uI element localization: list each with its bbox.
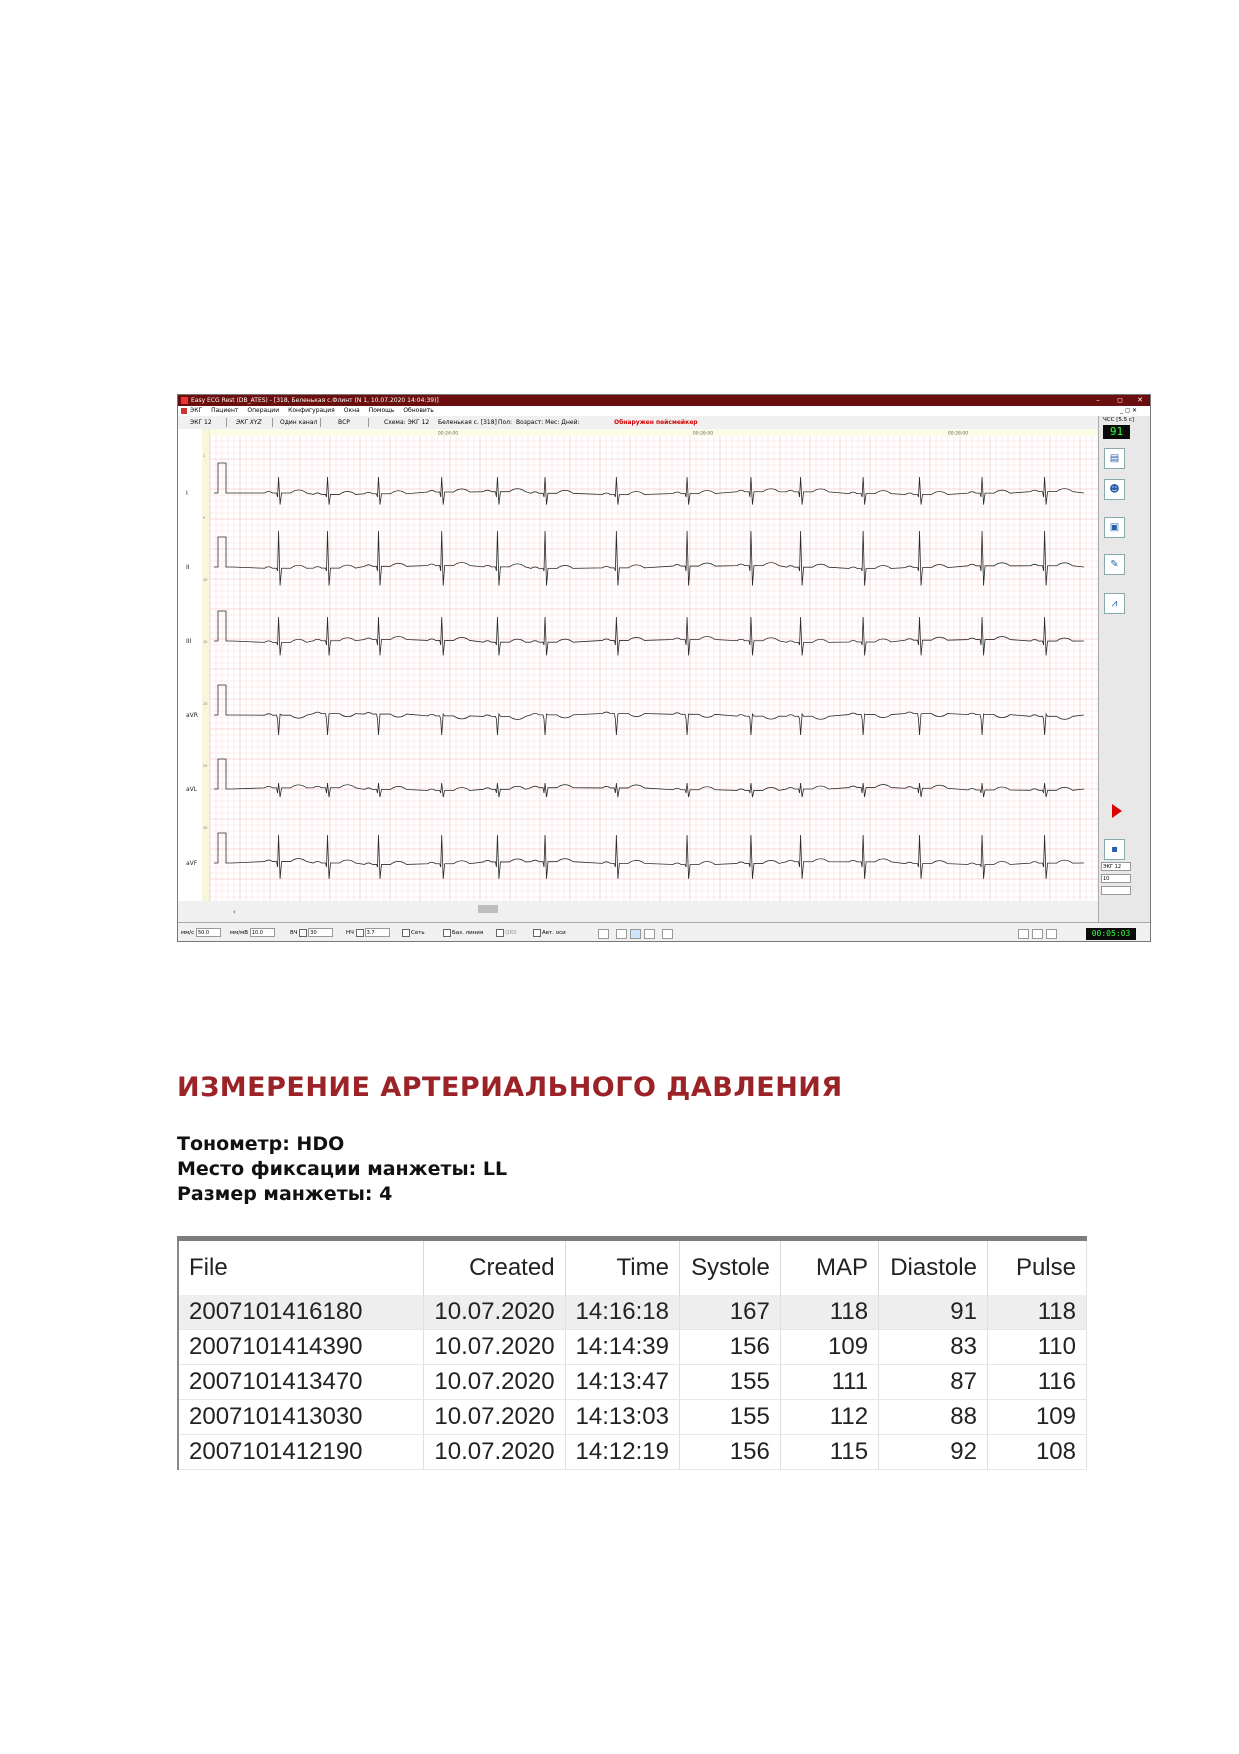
amplitude-label: мм/мВ (230, 930, 249, 936)
app-icon (181, 397, 188, 404)
patient-age: Возраст: Мес: Дней: (516, 419, 580, 426)
edit-report-icon[interactable]: ✎ (1104, 554, 1125, 575)
table-row[interactable] (178, 1330, 1087, 1365)
cell-created: 10.07.2020 (424, 1330, 565, 1365)
status-bar (178, 922, 1150, 942)
ruler-tick-label: 25 (203, 764, 208, 768)
cell-file: 2007101412190 (178, 1435, 424, 1470)
cell-pulse: 118 (987, 1295, 1086, 1330)
cell-systole: 155 (679, 1365, 780, 1400)
cell-systole: 167 (679, 1295, 780, 1330)
toolbar (178, 416, 1098, 430)
qrs-label: QRS (505, 930, 517, 936)
cell-pulse: 108 (987, 1435, 1086, 1470)
maximize-button[interactable]: ◻ (1117, 396, 1123, 404)
time-mark-label: 00:24:00 (437, 431, 459, 437)
cuff-site-line: Место фиксации манжеты: LL (177, 1158, 508, 1180)
menu-configuration[interactable]: Конфигурация (288, 407, 335, 414)
recording-timer: 00:05:03 (1086, 928, 1136, 940)
ecg-chart (178, 429, 1098, 922)
scale-select[interactable]: 10 (1101, 874, 1131, 883)
cell-map: 111 (780, 1365, 878, 1400)
separator (272, 418, 273, 427)
tab-ecg-xyz[interactable]: ЭКГ XYZ (236, 419, 262, 426)
ruler-tick-label: 20 (203, 702, 208, 706)
scroll-left-arrow[interactable]: ‹ (233, 908, 236, 916)
col-header-systole[interactable]: Systole (679, 1239, 780, 1296)
lf-checkbox[interactable] (356, 929, 364, 937)
col-header-map[interactable]: MAP (780, 1239, 878, 1296)
ruler-tick-label: 15 (203, 640, 208, 644)
cell-created: 10.07.2020 (424, 1295, 565, 1330)
cell-time: 14:12:19 (565, 1435, 679, 1470)
menu-help[interactable]: Помощь (368, 407, 395, 414)
caliper-tool-icon[interactable] (630, 929, 641, 939)
lf-label: НЧ (346, 930, 354, 936)
cell-systole: 155 (679, 1400, 780, 1435)
cell-pulse: 116 (987, 1365, 1086, 1400)
table-row[interactable] (178, 1295, 1087, 1330)
mdi-window-buttons[interactable]: _ ◻ ✕ (1120, 407, 1137, 414)
printer-icon[interactable] (598, 929, 609, 939)
pacemaker-warning: Обнаружен пейсмейкер (614, 419, 698, 426)
cell-diastole: 88 (879, 1400, 988, 1435)
cell-time: 14:13:47 (565, 1365, 679, 1400)
horizontal-scrollbar[interactable] (178, 901, 1098, 922)
table-row[interactable] (178, 1435, 1087, 1470)
cell-diastole: 87 (879, 1365, 988, 1400)
cell-created: 10.07.2020 (424, 1400, 565, 1435)
cell-map: 112 (780, 1400, 878, 1435)
cell-pulse: 109 (987, 1400, 1086, 1435)
hf-label: ВЧ (290, 930, 298, 936)
lead-set-select[interactable]: ЭКГ 12 (1101, 862, 1131, 871)
speed-label: мм/с (181, 930, 195, 936)
cell-systole: 156 (679, 1435, 780, 1470)
strip-layout-icon[interactable] (1046, 929, 1057, 939)
cell-time: 14:14:39 (565, 1330, 679, 1365)
scheme-label: Схема: ЭКГ 12 (384, 419, 430, 426)
col-header-created[interactable]: Created (424, 1239, 565, 1296)
time-mark-label: 00:26:00 (692, 431, 714, 437)
lead-label-avr: aVR (186, 712, 198, 719)
ecg-analysis-icon[interactable]: ⩘ (1104, 593, 1125, 614)
cell-diastole: 91 (879, 1295, 988, 1330)
window-title: Easy ECG Rest (DB_ATES) - [318, Беленькая с.Флинт (N 1, 10.07.2020 14:04:39)] (191, 397, 439, 404)
split-layout-icon[interactable] (1032, 929, 1043, 939)
cell-created: 10.07.2020 (424, 1435, 565, 1470)
tab-ecg12[interactable]: ЭКГ 12 (190, 419, 212, 426)
cell-time: 14:13:03 (565, 1400, 679, 1435)
left-ruler (202, 429, 210, 901)
scrollbar-thumb[interactable] (478, 905, 498, 913)
col-header-diastole[interactable]: Diastole (879, 1239, 988, 1296)
heart-rate-display: 91 (1103, 425, 1130, 439)
cell-file: 2007101414390 (178, 1330, 424, 1365)
ruler-tick-label: 1 (203, 454, 206, 458)
ruler-tick-label: 5 (203, 516, 206, 520)
monitor-icon[interactable]: ▣ (1104, 517, 1125, 538)
bp-table (177, 1236, 1087, 1470)
ruler-tick-label: 10 (203, 578, 208, 582)
title-bar (178, 395, 1150, 406)
cell-file: 2007101413470 (178, 1365, 424, 1400)
table-row[interactable] (178, 1365, 1087, 1400)
axis-label: Авт. оси (542, 930, 566, 936)
table-row[interactable] (178, 1400, 1087, 1435)
menu-ecg[interactable]: ЭКГ (190, 407, 203, 414)
lead-label-i: I (186, 490, 188, 497)
cell-map: 109 (780, 1330, 878, 1365)
qrs-checkbox[interactable] (496, 929, 504, 937)
col-header-file[interactable]: File (178, 1239, 424, 1296)
lead-label-ii: II (186, 564, 190, 571)
separator (226, 418, 227, 427)
hand-tool-icon[interactable] (662, 929, 673, 939)
marker-tool-icon[interactable] (644, 929, 655, 939)
menu-bar (178, 406, 1150, 416)
col-header-time[interactable]: Time (565, 1239, 679, 1296)
time-mark-label: 00:28:00 (947, 431, 969, 437)
patient-card-icon[interactable]: ☻ (1104, 479, 1125, 500)
menu-operations[interactable]: Операции (247, 407, 280, 414)
separator (368, 418, 369, 427)
hf-checkbox[interactable] (299, 929, 307, 937)
extra-select[interactable] (1101, 886, 1131, 895)
menu-patient[interactable]: Пациент (211, 407, 239, 414)
cell-file: 2007101413030 (178, 1400, 424, 1435)
cell-map: 115 (780, 1435, 878, 1470)
col-header-pulse[interactable]: Pulse (987, 1239, 1086, 1296)
speed-select[interactable]: 50.0 (196, 928, 221, 937)
separator (320, 418, 321, 427)
patient-sex: Пол: (498, 419, 513, 426)
baseline-checkbox[interactable] (443, 929, 451, 937)
lf-select[interactable]: 3.7 (365, 928, 390, 937)
save-icon[interactable]: ▪ (1104, 839, 1125, 860)
axis-checkbox[interactable] (533, 929, 541, 937)
minimize-button[interactable]: – (1096, 396, 1100, 404)
lead-label-avf: aVF (186, 860, 198, 867)
net-label: Сеть (411, 930, 425, 936)
ecg-app-window (177, 394, 1151, 942)
bp-heading: ИЗМЕРЕНИЕ АРТЕРИАЛЬНОГО ДАВЛЕНИЯ (177, 1072, 843, 1103)
cell-map: 118 (780, 1295, 878, 1330)
tonometer-line: Тонометр: HDO (177, 1133, 345, 1155)
heart-rate-label: ЧСС [5.5 с] (1103, 417, 1135, 423)
grid-layout-icon[interactable] (1018, 929, 1029, 939)
time-ruler (210, 429, 1098, 437)
cell-pulse: 110 (987, 1330, 1086, 1365)
cell-systole: 156 (679, 1330, 780, 1365)
tab-hrv[interactable]: ВСР (338, 419, 350, 426)
play-icon[interactable] (1112, 804, 1122, 818)
menu-refresh[interactable]: Обновить (403, 407, 434, 414)
patient-name: Беленькая с. [318] (438, 419, 497, 426)
ecg-menu-icon (181, 408, 187, 414)
ruler-tick-label: 30 (203, 826, 208, 830)
tab-single-channel[interactable]: Один канал (280, 419, 318, 426)
cell-time: 14:16:18 (565, 1295, 679, 1330)
right-panel (1098, 416, 1151, 922)
hf-select[interactable]: 30 (308, 928, 333, 937)
baseline-label: Баз. линия (452, 930, 484, 936)
cuff-size-line: Размер манжеты: 4 (177, 1183, 393, 1205)
table-header-row (178, 1239, 1087, 1296)
bp-info (177, 1132, 507, 1207)
cell-created: 10.07.2020 (424, 1365, 565, 1400)
close-button[interactable]: ✕ (1137, 396, 1143, 404)
report-icon[interactable]: ▤ (1104, 448, 1125, 469)
menu-windows[interactable]: Окна (343, 407, 360, 414)
cell-diastole: 83 (879, 1330, 988, 1365)
amplitude-select[interactable]: 10.0 (250, 928, 275, 937)
lead-label-iii: III (186, 638, 192, 645)
net-checkbox[interactable] (402, 929, 410, 937)
lead-label-avl: aVL (186, 786, 198, 793)
cell-diastole: 92 (879, 1435, 988, 1470)
cell-file: 2007101416180 (178, 1295, 424, 1330)
ruler-tool-icon[interactable] (616, 929, 627, 939)
